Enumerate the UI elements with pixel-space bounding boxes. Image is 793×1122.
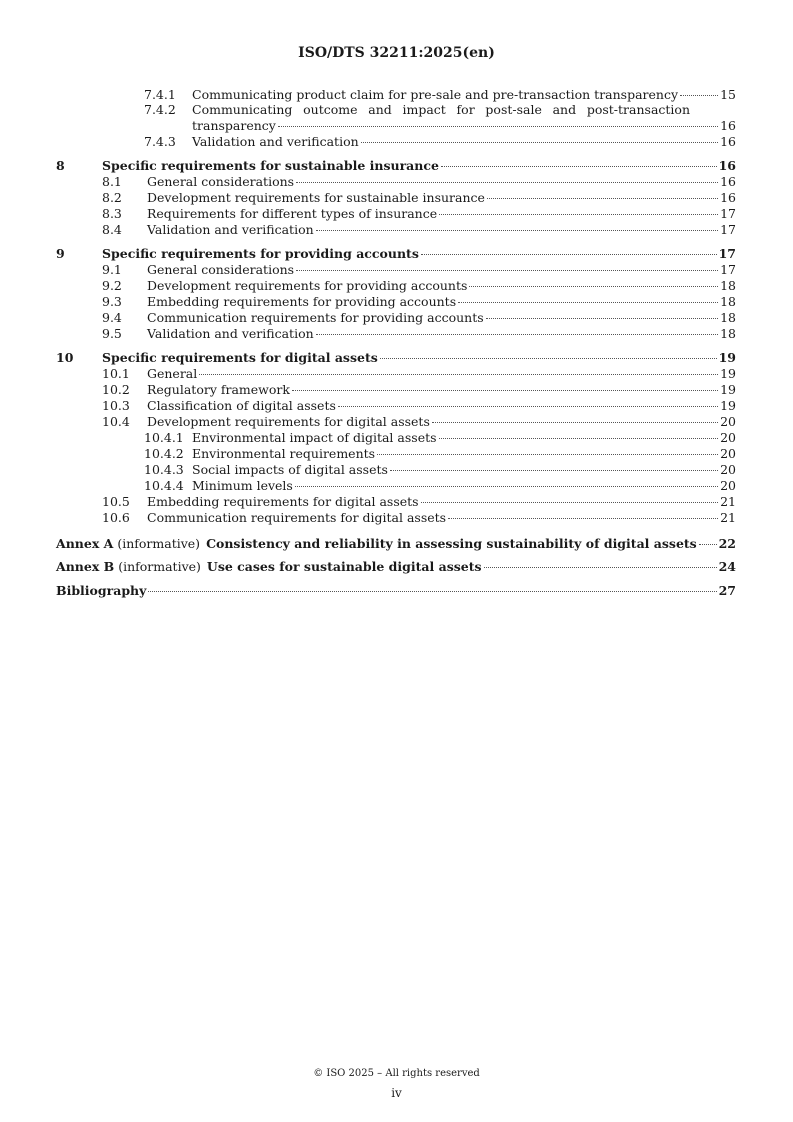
toc-entry-annex-a[interactable] xyxy=(56,536,736,551)
toc-leader xyxy=(487,198,718,199)
toc-leader xyxy=(448,518,718,519)
toc-page: 20 xyxy=(720,462,736,477)
toc-title: Requirements for different types of insurance xyxy=(147,206,438,221)
toc-entry-8-1[interactable] xyxy=(0,174,736,189)
toc-page: 16 xyxy=(720,190,736,205)
toc-title: Bibliography xyxy=(56,583,147,598)
toc-page: 18 xyxy=(720,326,736,341)
toc-entry-9-3[interactable] xyxy=(0,294,736,309)
toc-entry-9-2[interactable] xyxy=(0,278,736,293)
toc-number: 7.4.2 xyxy=(144,102,176,117)
toc-number: Annex B xyxy=(56,559,115,574)
toc-leader xyxy=(199,374,718,375)
toc-leader xyxy=(148,591,716,592)
toc-page: 21 xyxy=(720,494,736,509)
toc-leader xyxy=(292,390,718,391)
toc-number: 10.4 xyxy=(102,414,130,429)
toc-number: 10.5 xyxy=(102,494,130,509)
toc-leader xyxy=(390,470,718,471)
toc-page: 15 xyxy=(720,87,736,102)
toc-title: Development requirements for sustainable insurance xyxy=(147,190,485,205)
toc-leader xyxy=(278,126,718,127)
toc-page: 19 xyxy=(720,398,736,413)
toc-leader xyxy=(421,502,718,503)
toc-entry-7-4-2-cont[interactable] xyxy=(0,118,736,133)
toc-number: 10.1 xyxy=(102,366,130,381)
toc-entry-10-6[interactable] xyxy=(0,510,736,525)
toc-entry-8[interactable] xyxy=(0,158,736,173)
toc-title: General xyxy=(147,366,198,381)
toc-title: Regulatory framework xyxy=(147,382,290,397)
toc-page: 17 xyxy=(720,222,736,237)
toc-entry-10-3[interactable] xyxy=(0,398,736,413)
toc-title: Environmental requirements xyxy=(192,446,376,461)
toc-entry-8-3[interactable] xyxy=(0,206,736,221)
toc-number: 10 xyxy=(56,350,74,365)
toc-page: 20 xyxy=(720,414,736,429)
toc-number: 10.4.4 xyxy=(144,478,184,493)
toc-number: 8.2 xyxy=(102,190,122,205)
toc-page: 16 xyxy=(720,134,736,149)
toc-title-line2: transparency xyxy=(192,118,276,133)
toc-page: 21 xyxy=(720,510,736,525)
toc-page: 18 xyxy=(720,310,736,325)
toc-entry-10-2[interactable] xyxy=(0,382,736,397)
toc-leader xyxy=(469,286,718,287)
toc-entry-9[interactable] xyxy=(0,246,736,261)
toc-number: 10.4.1 xyxy=(144,430,184,445)
toc-leader xyxy=(296,270,718,271)
toc-leader xyxy=(441,166,717,167)
toc-number: 9.1 xyxy=(102,262,122,277)
toc-entry-9-5[interactable] xyxy=(0,326,736,341)
toc-number: 10.3 xyxy=(102,398,130,413)
copyright-notice: © ISO 2025 – All rights reserved xyxy=(313,1068,480,1079)
toc-entry-10-4-4[interactable] xyxy=(0,478,736,493)
document-header: ISO/DTS 32211:2025(en) xyxy=(298,45,495,61)
toc-page: 17 xyxy=(720,262,736,277)
toc-leader xyxy=(439,214,718,215)
toc-title: Specific requirements for digital assets xyxy=(102,350,378,365)
toc-leader xyxy=(421,254,717,255)
toc-number: 8.1 xyxy=(102,174,122,189)
toc-number: 7.4.1 xyxy=(144,87,176,102)
toc-number: 8.4 xyxy=(102,222,122,237)
toc-entry-8-2[interactable] xyxy=(0,190,736,205)
toc-page: 24 xyxy=(718,559,736,574)
toc-number: 8.3 xyxy=(102,206,122,221)
toc-page: 19 xyxy=(720,382,736,397)
toc-page: 22 xyxy=(718,536,736,551)
toc-title: Validation and verification xyxy=(147,326,314,341)
toc-page: 20 xyxy=(720,478,736,493)
toc-entry-10-4-2[interactable] xyxy=(0,446,736,461)
toc-number: 10.2 xyxy=(102,382,130,397)
toc-title: Development requirements for digital assets xyxy=(147,414,430,429)
toc-title: Environmental impact of digital assets xyxy=(192,430,437,445)
toc-number: 9.3 xyxy=(102,294,122,309)
toc-leader xyxy=(439,438,718,439)
toc-page: 16 xyxy=(720,118,736,133)
toc-leader xyxy=(380,358,717,359)
toc-title: General considerations xyxy=(147,262,295,277)
toc-entry-10-5[interactable] xyxy=(0,494,736,509)
toc-page: 17 xyxy=(720,206,736,221)
toc-title: Classification of digital assets xyxy=(147,398,336,413)
toc-title: Validation and verification xyxy=(192,134,359,149)
toc-title: Minimum levels xyxy=(192,478,293,493)
toc-page: 19 xyxy=(718,350,736,365)
toc-entry-9-4[interactable] xyxy=(0,310,736,325)
toc-page: 17 xyxy=(718,246,736,261)
toc-entry-8-4[interactable] xyxy=(0,222,736,237)
toc-leader xyxy=(458,302,718,303)
toc-number: Annex A xyxy=(56,536,114,551)
toc-entry-9-1[interactable] xyxy=(0,262,736,277)
toc-entry-annex-b[interactable] xyxy=(56,559,736,574)
toc-page: 27 xyxy=(718,583,736,598)
toc-number: 7.4.3 xyxy=(144,134,176,149)
toc-page: 18 xyxy=(720,278,736,293)
toc-title: Use cases for sustainable digital assets xyxy=(206,559,482,574)
toc-leader xyxy=(484,567,717,568)
toc-leader xyxy=(295,486,718,487)
toc-entry-bibliography[interactable] xyxy=(56,583,736,598)
toc-leader xyxy=(486,318,718,319)
toc-annex-note: (informative) xyxy=(118,559,201,574)
toc-title: Validation and verification xyxy=(147,222,314,237)
toc-number: 10.6 xyxy=(102,510,130,525)
toc-leader xyxy=(377,454,718,455)
toc-leader xyxy=(361,142,718,143)
toc-entry-10-1[interactable] xyxy=(0,366,736,381)
toc-entry-7-4-1[interactable] xyxy=(0,87,736,102)
toc-entry-10-4-3[interactable] xyxy=(0,462,736,477)
toc-page: 20 xyxy=(720,446,736,461)
toc-title-line1: Communicating outcome and impact for post-sale and post-transaction xyxy=(192,102,690,117)
toc-number: 10.4.2 xyxy=(144,446,184,461)
toc-entry-10-4[interactable] xyxy=(0,414,736,429)
toc-leader xyxy=(296,182,718,183)
toc-leader xyxy=(699,544,717,545)
toc-number: 9.5 xyxy=(102,326,122,341)
toc-title: Embedding requirements for digital assets xyxy=(147,494,419,509)
toc-title: Social impacts of digital assets xyxy=(192,462,388,477)
toc-title: Specific requirements for providing accounts xyxy=(102,246,419,261)
toc-leader xyxy=(316,230,718,231)
toc-entry-10[interactable] xyxy=(0,350,736,365)
toc-page: 16 xyxy=(718,158,736,173)
toc-title: Communicating product claim for pre-sale and pre-transaction transparency xyxy=(192,87,679,102)
page-number: iv xyxy=(391,1086,402,1100)
toc-page: 20 xyxy=(720,430,736,445)
toc-leader xyxy=(316,334,718,335)
toc-number: 9.4 xyxy=(102,310,122,325)
toc-title: Specific requirements for sustainable insurance xyxy=(102,158,439,173)
toc-entry-7-4-3[interactable] xyxy=(0,134,736,149)
toc-title: Communication requirements for digital assets xyxy=(147,510,447,525)
toc-entry-7-4-2[interactable] xyxy=(0,102,736,117)
toc-title: Consistency and reliability in assessing sustainability of digital assets xyxy=(206,536,697,551)
toc-number: 9 xyxy=(56,246,65,261)
toc-title: General considerations xyxy=(147,174,295,189)
toc-leader xyxy=(432,422,718,423)
toc-page: 19 xyxy=(720,366,736,381)
toc-page: 18 xyxy=(720,294,736,309)
toc-number: 9.2 xyxy=(102,278,122,293)
toc-page: 16 xyxy=(720,174,736,189)
toc-number: 10.4.3 xyxy=(144,462,184,477)
toc-number: 8 xyxy=(56,158,65,173)
toc-title: Development requirements for providing accounts xyxy=(147,278,468,293)
toc-annex-note: (informative) xyxy=(117,536,201,551)
toc-leader xyxy=(338,406,718,407)
toc-leader xyxy=(680,95,718,96)
toc-entry-10-4-1[interactable] xyxy=(0,430,736,445)
toc-title: Embedding requirements for providing accounts xyxy=(147,294,457,309)
toc-title: Communication requirements for providing accounts xyxy=(147,310,484,325)
